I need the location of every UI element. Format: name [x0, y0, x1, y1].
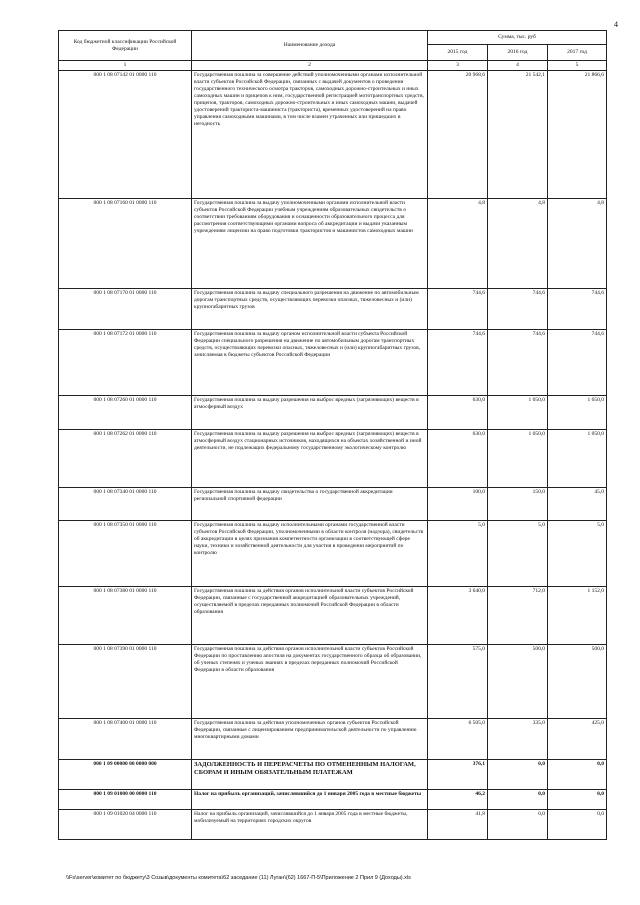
row-value-2017: 425,0 — [548, 719, 607, 760]
row-value-2015: 575,0 — [428, 645, 488, 719]
table-row — [59, 488, 607, 521]
row-name: Государственная пошлина за выдачу свидетельства о государственной аккредитации региональной спортивной федерации — [192, 488, 428, 521]
row-value-2015: 376,1 — [428, 760, 488, 790]
row-value-2016: 744,6 — [488, 330, 548, 396]
table-row — [59, 521, 607, 587]
table-row — [59, 330, 607, 396]
row-value-2017: 0,0 — [548, 810, 607, 840]
row-value-2017: 1 050,0 — [548, 396, 607, 430]
row-value-2017: 1 152,0 — [548, 587, 607, 645]
row-name: ЗАДОЛЖЕННОСТЬ И ПЕРЕРАСЧЕТЫ ПО ОТМЕНЕННЫМ НАЛОГАМ, СБОРАМ И ИНЫМ ОБЯЗАТЕЛЬНЫМ ПЛАТЕЖАМ — [192, 760, 428, 790]
row-name: Государственная пошлина за выдачу разрешения на выброс вредных (загрязняющих) веществ в атмосферный воздух — [192, 396, 428, 430]
row-value-2016: 1 050,0 — [488, 430, 548, 488]
table-row — [59, 645, 607, 719]
row-name: Государственная пошлина за совершение действий уполномоченными органами исполнительной власти субъектов Российской Федерации, связанных с выдачей документов о проведении государственного технического осмотра тракторов, самоходных дорожно-строительных и иных самоходных машин и прицепов к ним, государственной регистрацией мототранспортных средств, прицепов, тракторов, самоходных дорожно-строительных и иных самоходных машин, выдачей удостоверений тракториста-машиниста (тракториста), временных удостоверений на право управления самоходными машинами, в том числе взамен утраченных или пришедших в негодность — [192, 71, 428, 199]
row-value-2016: 712,0 — [488, 587, 548, 645]
row-value-2016: 0,0 — [488, 810, 548, 840]
column-header-sum: Сумма, тыс. руб — [428, 31, 607, 45]
row-value-2015: 5,0 — [428, 521, 488, 587]
column-index-5: 5 — [548, 61, 607, 71]
row-name: Налог на прибыль организаций, зачислявшийся до 1 января 2005 года в местные бюджеты, мобилизуемый на территориях городских округов — [192, 810, 428, 840]
row-code: 000 1 09 01000 00 0000 110 — [59, 790, 192, 810]
column-header-2016: 2016 год — [488, 45, 548, 61]
row-value-2017: 744,6 — [548, 289, 607, 330]
column-index-3: 3 — [428, 61, 488, 71]
row-value-2015: 46,2 — [428, 790, 488, 810]
row-value-2017: 744,6 — [548, 330, 607, 396]
table-row — [59, 199, 607, 289]
row-value-2017: 500,0 — [548, 645, 607, 719]
row-name: Государственная пошлина за выдачу исполнительными органами государственной власти субъектов Российской Федерации, уполномоченными в области контроля (надзора), свидетельств об аккредитации в целях признания компетентности организации в соответствующей сфере науки, техники и хозяйственной деятельности для участия в проведении мероприятий по контролю — [192, 521, 428, 587]
table-row — [59, 790, 607, 810]
table-row — [59, 396, 607, 430]
row-code: 000 1 08 07260 01 0000 110 — [59, 396, 192, 430]
row-value-2017: 5,0 — [548, 521, 607, 587]
row-code: 000 1 08 07170 01 0000 110 — [59, 289, 192, 330]
row-value-2017: 0,0 — [548, 760, 607, 790]
file-path-footer: \\Fs\server\комитет по бюджету\3 Созыв\документы комитета\62 заседание (11) Луган\(62) 1667-П-5\Приложение 2 Прил 9 (Доходы).xls — [66, 875, 411, 881]
row-value-2017: 0,0 — [548, 790, 607, 810]
table-row — [59, 430, 607, 488]
row-name: Государственная пошлина за выдачу разрешения на выброс вредных (загрязняющих) веществ в атмосферный воздух стационарных источников, находящихся на объектах хозяйственной и иной деятельности, не подлежащих федеральному государственному экологическому контролю — [192, 430, 428, 488]
row-value-2016: 5,0 — [488, 521, 548, 587]
row-name: Государственная пошлина за выдачу специального разрешения на движение по автомобильным дорогам транспортных средств, осуществляющих перевозки опасных, тяжеловесных и (или) крупногабаритных грузов — [192, 289, 428, 330]
revenue-table — [58, 30, 607, 840]
row-code: 000 1 08 07160 01 0000 110 — [59, 199, 192, 289]
table-row — [59, 719, 607, 760]
row-name: Налог на прибыль организаций, зачислявшийся до 1 января 2005 года в местные бюджеты — [192, 790, 428, 810]
row-name: Государственная пошлина за действия органов исполнительной власти субъектов Российской Федерации по проставлению апостиля на документах государственного образца об образовании, об ученых степенях и ученых званиях в пределах переданных полномочий Российской Федерации в области образования — [192, 645, 428, 719]
column-index-1: 1 — [59, 61, 192, 71]
row-value-2017: 4,8 — [548, 199, 607, 289]
row-value-2015: 100,0 — [428, 488, 488, 521]
table-row — [59, 587, 607, 645]
row-name: Государственная пошлина за действия уполномоченных органов субъектов Российской Федерации, связанные с лицензированием предпринимательской деятельности по управлению многоквартирными домами — [192, 719, 428, 760]
row-value-2015: 630,0 — [428, 430, 488, 488]
row-value-2017: 45,0 — [548, 488, 607, 521]
row-code: 000 1 08 07380 01 0000 110 — [59, 587, 192, 645]
row-value-2016: 4,8 — [488, 199, 548, 289]
row-code: 000 1 08 07142 01 0000 110 — [59, 71, 192, 199]
row-code: 000 1 08 07340 01 0000 110 — [59, 488, 192, 521]
table-row — [59, 71, 607, 199]
row-value-2016: 1 050,0 — [488, 396, 548, 430]
table-row — [59, 760, 607, 790]
column-index-2: 2 — [192, 61, 428, 71]
row-value-2015: 3 640,0 — [428, 587, 488, 645]
row-value-2016: 150,0 — [488, 488, 548, 521]
row-name: Государственная пошлина за выдачу органом исполнительной власти субъекта Российской Федерации специального разрешения на движение по автомобильным дорогам транспортных средств, осуществляющих перевозки опасных, тяжеловесных и (или) крупногабаритных грузов, зачисляемая в бюджеты субъектов Российской Федерации — [192, 330, 428, 396]
column-header-code: Код бюджетной классификации Российской Федерации — [59, 31, 192, 61]
row-value-2015: 41,8 — [428, 810, 488, 840]
row-value-2016: 335,0 — [488, 719, 548, 760]
table-row — [59, 810, 607, 840]
row-value-2016: 0,0 — [488, 790, 548, 810]
row-value-2016: 500,0 — [488, 645, 548, 719]
row-code: 000 1 08 07390 01 0000 110 — [59, 645, 192, 719]
row-value-2015: 20 968,6 — [428, 71, 488, 199]
row-value-2015: 744,6 — [428, 289, 488, 330]
row-code: 000 1 09 00000 00 0000 000 — [59, 760, 192, 790]
row-code: 000 1 09 01020 04 0000 110 — [59, 810, 192, 840]
row-value-2017: 21 866,6 — [548, 71, 607, 199]
column-header-2017: 2017 год — [548, 45, 607, 61]
row-value-2016: 0,0 — [488, 760, 548, 790]
row-name: Государственная пошлина за выдачу уполномоченными органами исполнительной власти субъектов Российской Федерации учебным учреждениям образовательных свидетельств о соответствии требованиям оборудования и оснащенности образовательного процесса для рассмотрения соответствующими органами вопроса об аккредитации и выдачи указанным учреждениям лицензии на право подготовки трактористов и машинистов самоходных машин — [192, 199, 428, 289]
row-value-2015: 630,0 — [428, 396, 488, 430]
row-code: 000 1 08 07172 01 0000 110 — [59, 330, 192, 396]
row-name: Государственная пошлина за действия органов исполнительной власти субъектов Российской Федерации, связанные с государственной аккредитацией образовательных учреждений, осуществляемой в пределах переданных полномочий Российской Федерации в области образования — [192, 587, 428, 645]
row-value-2016: 21 542,1 — [488, 71, 548, 199]
row-value-2015: 4,8 — [428, 199, 488, 289]
row-code: 000 1 08 07350 01 0000 110 — [59, 521, 192, 587]
page-number: 4 — [614, 20, 618, 29]
row-value-2015: 6 505,0 — [428, 719, 488, 760]
row-value-2017: 1 050,0 — [548, 430, 607, 488]
row-value-2016: 744,6 — [488, 289, 548, 330]
row-code: 000 1 08 07262 01 0000 110 — [59, 430, 192, 488]
table-row — [59, 289, 607, 330]
row-code: 000 1 08 07400 01 0000 110 — [59, 719, 192, 760]
column-header-2015: 2015 год — [428, 45, 488, 61]
column-index-4: 4 — [488, 61, 548, 71]
column-header-name: Наименование дохода — [192, 31, 428, 61]
row-value-2015: 744,6 — [428, 330, 488, 396]
